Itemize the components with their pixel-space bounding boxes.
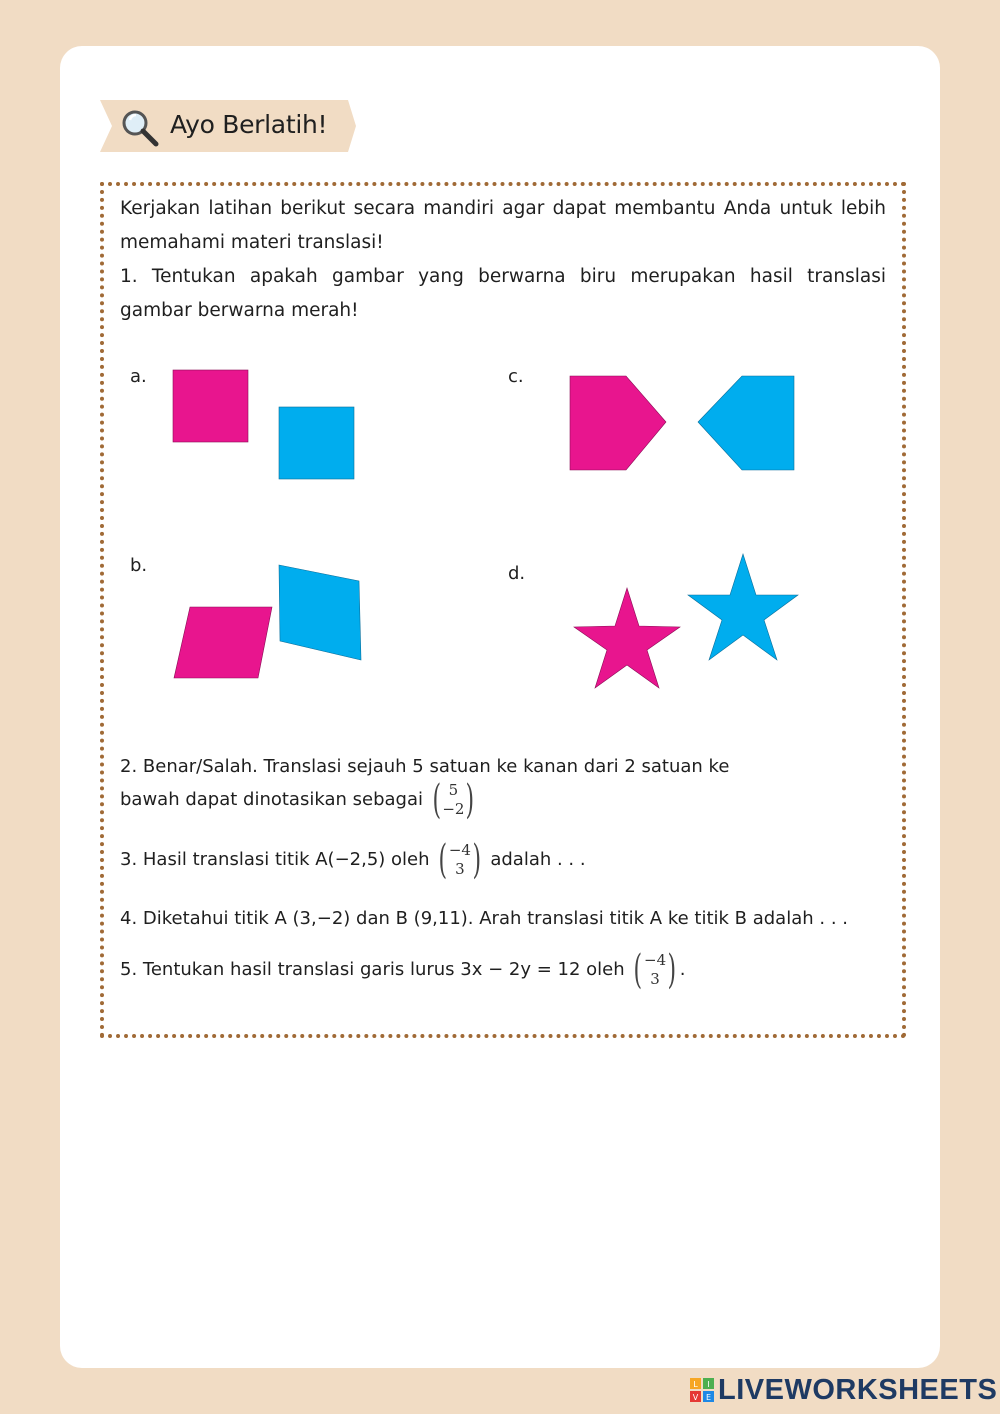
magnifier-icon [120, 108, 160, 148]
option-b-blue-quadrilateral [279, 565, 361, 660]
question-5 [120, 947, 686, 993]
liveworksheets-footer[interactable] [690, 1372, 997, 1408]
option-a-label: a. [130, 366, 147, 387]
question-2-line-2 [120, 777, 478, 823]
logo-letter-v: V [692, 1393, 699, 1402]
option-c-label: c. [508, 366, 524, 387]
option-c-red-pentagon [570, 376, 666, 470]
worksheet-page [60, 46, 940, 1368]
question-3 [120, 837, 586, 883]
question-5-after: . [679, 959, 686, 980]
option-d-red-star [574, 588, 680, 688]
vector-q5-bottom: 3 [650, 970, 660, 988]
question-1: 1. Tentukan apakah gambar yang berwarna biru merupakan hasil translasi gambar berwarna merah! [120, 266, 886, 321]
vector-q3: ( −4 3 ) [438, 837, 482, 883]
vector-q3-top: −4 [448, 841, 471, 859]
exercise-box [100, 182, 906, 1038]
logo-letter-i: I [707, 1380, 710, 1389]
vector-q3-bottom: 3 [455, 860, 465, 878]
title-banner [100, 100, 356, 152]
logo-letter-l: L [693, 1380, 698, 1389]
option-b-red-parallelogram [174, 607, 272, 678]
intro-text: Kerjakan latihan berikut secara mandiri agar dapat membantu Anda untuk lebih memahami materi translasi! [120, 198, 886, 253]
question-2-line-1: 2. Benar/Salah. Translasi sejauh 5 satuan ke kanan dari 2 satuan ke [120, 756, 730, 777]
option-a-red-square [173, 370, 248, 442]
question-3-text: 3. Hasil translasi titik A(−2,5) oleh [120, 849, 430, 870]
vector-q5-top: −4 [644, 951, 667, 969]
vector-q5: ( −4 3 ) [633, 947, 677, 993]
option-d-label: d. [508, 563, 526, 584]
vector-q2: ( 5 −2 ) [432, 777, 475, 823]
option-b-label: b. [130, 555, 148, 576]
liveworksheets-logo-icon [690, 1378, 714, 1402]
shapes-figure [104, 186, 902, 746]
question-5-text: 5. Tentukan hasil translasi garis lurus 3x − 2y = 12 oleh [120, 959, 625, 980]
liveworksheets-brand: LIVEWORKSHEETS [718, 1373, 998, 1406]
question-3-after: adalah . . . [490, 849, 586, 870]
banner-title: Ayo Berlatih! [170, 110, 328, 139]
option-d-blue-star [688, 554, 798, 660]
question-4: 4. Diketahui titik A (3,−2) dan B (9,11). Arah translasi titik A ke titik B adalah . . . [120, 908, 848, 929]
vector-q2-top: 5 [448, 781, 459, 799]
question-2-text: bawah dapat dinotasikan sebagai [120, 789, 423, 810]
logo-letter-e: E [705, 1393, 712, 1402]
option-c-blue-pentagon [698, 376, 794, 470]
option-a-blue-square [279, 407, 354, 479]
vector-q2-bottom: −2 [442, 800, 465, 818]
